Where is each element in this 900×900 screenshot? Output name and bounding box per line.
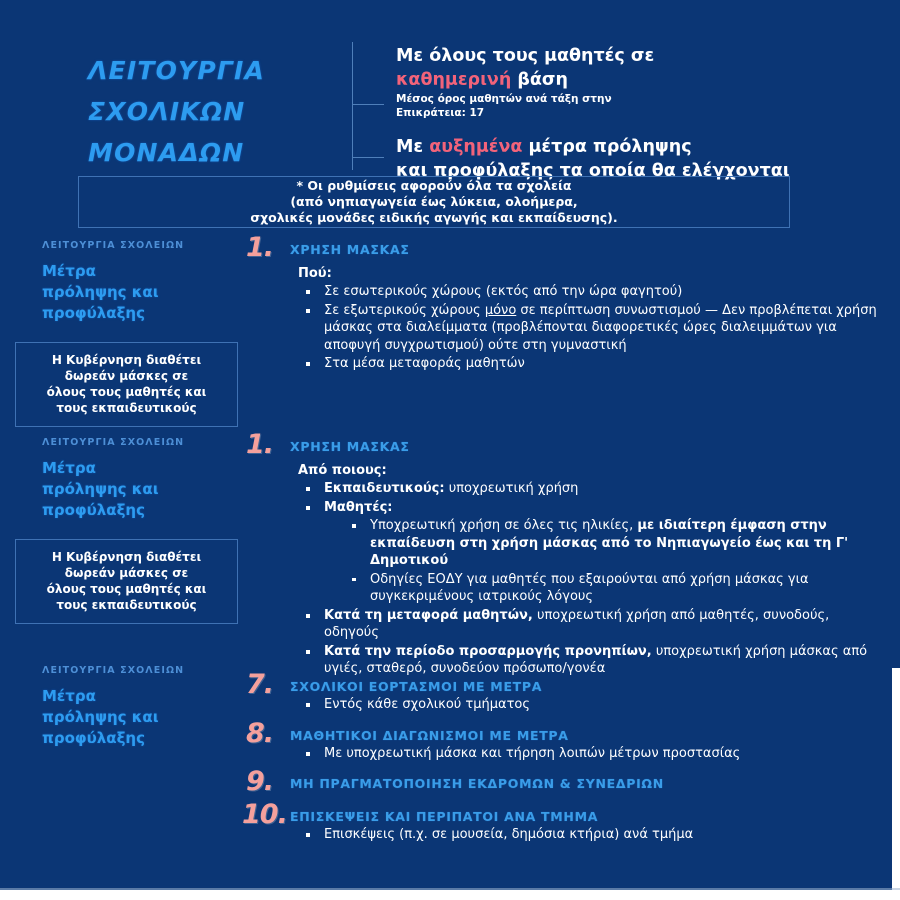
sidebar-kicker: ΛΕΙΤΟΥΡΓΙΑ ΣΧΟΛΕΙΩΝ <box>42 437 185 448</box>
header-statement-2-pre: Με <box>396 137 430 157</box>
sidebar-info-line-4: τους εκπαιδευτικούς <box>56 598 197 612</box>
bullet-list <box>290 696 886 714</box>
bullet-item <box>302 355 886 373</box>
sidebar-info-box <box>15 342 238 427</box>
sidebar-title <box>14 458 239 521</box>
page-title-line-2: ΣΧΟΛΙΚΩΝ <box>88 97 246 126</box>
bullet-item <box>302 480 886 498</box>
list-item <box>246 717 886 763</box>
sub-bullet-text: Οδηγίες ΕΟΔΥ για μαθητές που εξαιρούνται από χρήση μάσκας για συγκεκριμένους ιατρικούς λόγους <box>370 571 809 604</box>
bullet-item <box>302 283 886 301</box>
list-item <box>246 669 886 714</box>
section-3-sidebar <box>14 665 239 749</box>
bullet-text: Με υποχρεωτική μάσκα και τήρηση λοιπών μέτρων προστασίας <box>324 745 741 761</box>
header <box>0 32 900 181</box>
header-statement-1-accent-line <box>396 68 896 92</box>
sidebar-title-line-2: πρόληψης και <box>42 480 159 498</box>
bullet-text: Εντός κάθε σχολικού τμήματος <box>324 697 531 712</box>
bullet-text-bold: Κατά τη μεταφορά μαθητών, <box>324 607 533 623</box>
bullet-list <box>290 745 886 763</box>
section-1-sidebar <box>14 240 239 427</box>
bullet-item <box>302 745 886 763</box>
sidebar-info-line-3: όλους τους μαθητές και <box>46 582 207 596</box>
bullet-text: υποχρεωτική χρήση <box>444 481 579 496</box>
sidebar-title-line-1: Μέτρα <box>42 459 96 477</box>
sidebar-info-line-1: Η Κυβέρνηση διαθέτει <box>51 353 202 367</box>
header-statement-1-accent: καθημερινή <box>396 70 512 90</box>
note-line-1: * Οι ρυθμίσεις αφορούν όλα τα σχολεία <box>296 178 572 193</box>
sub-bullet-item <box>348 517 886 570</box>
bullet-text: Σε εσωτερικούς χώρους (εκτός από την ώρα φαγητού) <box>324 284 683 299</box>
sidebar-title-line-1: Μέτρα <box>42 262 96 280</box>
item-heading: ΜΑΘΗΤΙΚΟΙ ΔΙΑΓΩΝΙΣΜΟΙ ΜΕ ΜΕΤΡΑ <box>290 727 569 743</box>
sub-bullet-text-bold: με ιδιαίτερη έμφαση στην εκπαίδευση στη χρήση μάσκας από το Νηπιαγωγείο έως και τη Γ' Δημοτικού <box>370 518 849 568</box>
sidebar-info-line-2: δωρεάν μάσκες σε <box>64 566 189 580</box>
sidebar-title-line-2: πρόληψης και <box>42 708 159 726</box>
sidebar-title-line-2: πρόληψης και <box>42 283 159 301</box>
sidebar-info-box <box>15 539 238 624</box>
sidebar-title-line-3: προφύλαξης <box>42 501 146 519</box>
bullet-text-bold: Εκπαιδευτικούς: <box>324 481 445 496</box>
header-statements <box>396 44 896 183</box>
sidebar-title-line-3: προφύλαξης <box>42 304 146 322</box>
header-tick-1 <box>352 104 384 105</box>
plate-edge-bottom <box>0 890 900 900</box>
bullet-list <box>290 283 886 373</box>
note-box-text <box>250 178 617 226</box>
list-item <box>246 766 886 797</box>
header-statement-2-line-2: και προφύλαξης τα οποία θα ελέγχονται <box>396 161 790 181</box>
header-tick-2 <box>352 157 384 158</box>
sidebar-title-line-3: προφύλαξης <box>42 729 146 747</box>
header-statement-2-accent: αυξημένα <box>429 137 523 157</box>
header-statement-2-post: μέτρα πρόληψης <box>522 137 692 157</box>
sidebar-kicker: ΛΕΙΤΟΥΡΓΙΑ ΣΧΟΛΕΙΩΝ <box>42 665 185 676</box>
sidebar-title-line-1: Μέτρα <box>42 687 96 705</box>
section-2-content <box>246 429 886 678</box>
list-item <box>246 429 886 678</box>
note-line-3: σχολικές μονάδες ειδικής αγωγής και εκπαίδευσης). <box>250 210 618 225</box>
item-number: 9. <box>246 766 274 797</box>
item-number: 1. <box>246 429 274 460</box>
list-item <box>246 232 886 373</box>
sidebar-info-line-1: Η Κυβέρνηση διαθέτει <box>51 550 202 564</box>
header-statement-1-text: Με όλους τους μαθητές σε <box>396 46 655 66</box>
header-statement-1-tail: βάση <box>511 70 569 90</box>
page-title-line-3: ΜΟΝΑΔΩΝ <box>88 138 245 167</box>
item-number: 8. <box>246 717 274 749</box>
bullet-text: υποχρεωτική χρήση μάσκας από υγιές, σταθερό, συνοδεύον πρόσωπο/γονέα <box>324 643 868 676</box>
sub-bullet-text-a: Υποχρεωτική χρήση σε όλες τις ηλικίες, <box>370 518 638 533</box>
bullet-text-a: Σε εξωτερικούς χώρους <box>324 302 485 318</box>
header-spacer <box>396 120 896 135</box>
sidebar-info-line-2: δωρεάν μάσκες σε <box>64 369 189 383</box>
bullet-item <box>302 826 886 844</box>
header-statement-2 <box>396 135 896 159</box>
section-2-sidebar <box>14 437 239 624</box>
item-heading: ΧΡΗΣΗ ΜΑΣΚΑΣ <box>290 439 410 454</box>
note-line-2: (από νηπιαγωγεία έως λύκεια, ολοήμερα, <box>290 194 578 209</box>
page-title-line-1: ΛΕΙΤΟΥΡΓΙΑ <box>88 56 266 85</box>
note-box <box>78 176 790 228</box>
list-item <box>242 799 886 844</box>
item-heading: ΣΧΟΛΙΚΟΙ ΕΟΡΤΑΣΜΟΙ ΜΕ ΜΕΤΡΑ <box>290 679 543 694</box>
bullet-list <box>290 826 886 844</box>
bullet-item <box>302 607 886 642</box>
bullet-text-b: σε περίπτωση συνωστισμού — Δεν προβλέπεται χρήση μάσκας στα διαλείμματα (προβλέπονται διαφορετικές ώρες διαλειμμάτων για αποφυγή συγχρωτισμού) ούτε στη γυμναστική <box>324 302 877 353</box>
sidebar-title <box>14 686 239 749</box>
bullet-text: υποχρεωτική χρήση από μαθητές, συνοδούς, οδηγούς <box>324 607 830 640</box>
bullet-text: Στα μέσα μεταφοράς μαθητών <box>324 356 525 371</box>
sub-bullet-list <box>324 517 886 606</box>
plate-edge-right <box>892 668 900 900</box>
header-statement-1 <box>396 44 896 68</box>
bullet-list <box>290 480 886 678</box>
sidebar-info-line-3: όλους τους μαθητές και <box>46 385 207 399</box>
sidebar-title <box>14 261 239 324</box>
item-heading: ΕΠΙΣΚΕΨΕΙΣ ΚΑΙ ΠΕΡΙΠΑΤΟΙ ΑΝΑ ΤΜΗΜΑ <box>290 809 599 824</box>
bullet-text-bold: Κατά την περίοδο προσαρμογής προνηπίων, <box>324 643 652 659</box>
section-3-content <box>242 665 886 844</box>
bullet-text: Επισκέψεις (π.χ. σε μουσεία, δημόσια κτήρια) ανά τμήμα <box>324 827 694 842</box>
bullet-item <box>302 696 886 714</box>
bullet-text-underlined: μόνο <box>484 302 517 318</box>
sub-bullet-item <box>348 571 886 606</box>
item-number: 1. <box>246 232 274 263</box>
item-number: 10. <box>242 799 287 830</box>
bullet-item <box>302 302 886 355</box>
header-subnote-line-2: Επικράτεια: 17 <box>396 107 485 119</box>
item-heading: ΜΗ ΠΡΑΓΜΑΤΟΠΟΙΗΣΗ ΕΚΔΡΟΜΩΝ & ΣΥΝΕΔΡΙΩΝ <box>290 776 664 791</box>
bullet-item <box>302 499 886 606</box>
item-number: 7. <box>246 669 274 700</box>
item-sublabel: Πού: <box>298 266 332 281</box>
item-heading: ΧΡΗΣΗ ΜΑΣΚΑΣ <box>290 242 410 257</box>
item-sublabel: Από ποιους: <box>298 463 387 478</box>
sidebar-info-line-4: τους εκπαιδευτικούς <box>56 401 197 415</box>
sidebar-kicker: ΛΕΙΤΟΥΡΓΙΑ ΣΧΟΛΕΙΩΝ <box>42 240 185 251</box>
header-subnote-line-1: Μέσος όρος μαθητών ανά τάξη στην <box>396 93 612 105</box>
bullet-text-bold: Μαθητές: <box>324 499 393 515</box>
header-vertical-divider <box>352 42 353 170</box>
page-title <box>88 50 343 173</box>
section-1-content <box>246 232 886 373</box>
